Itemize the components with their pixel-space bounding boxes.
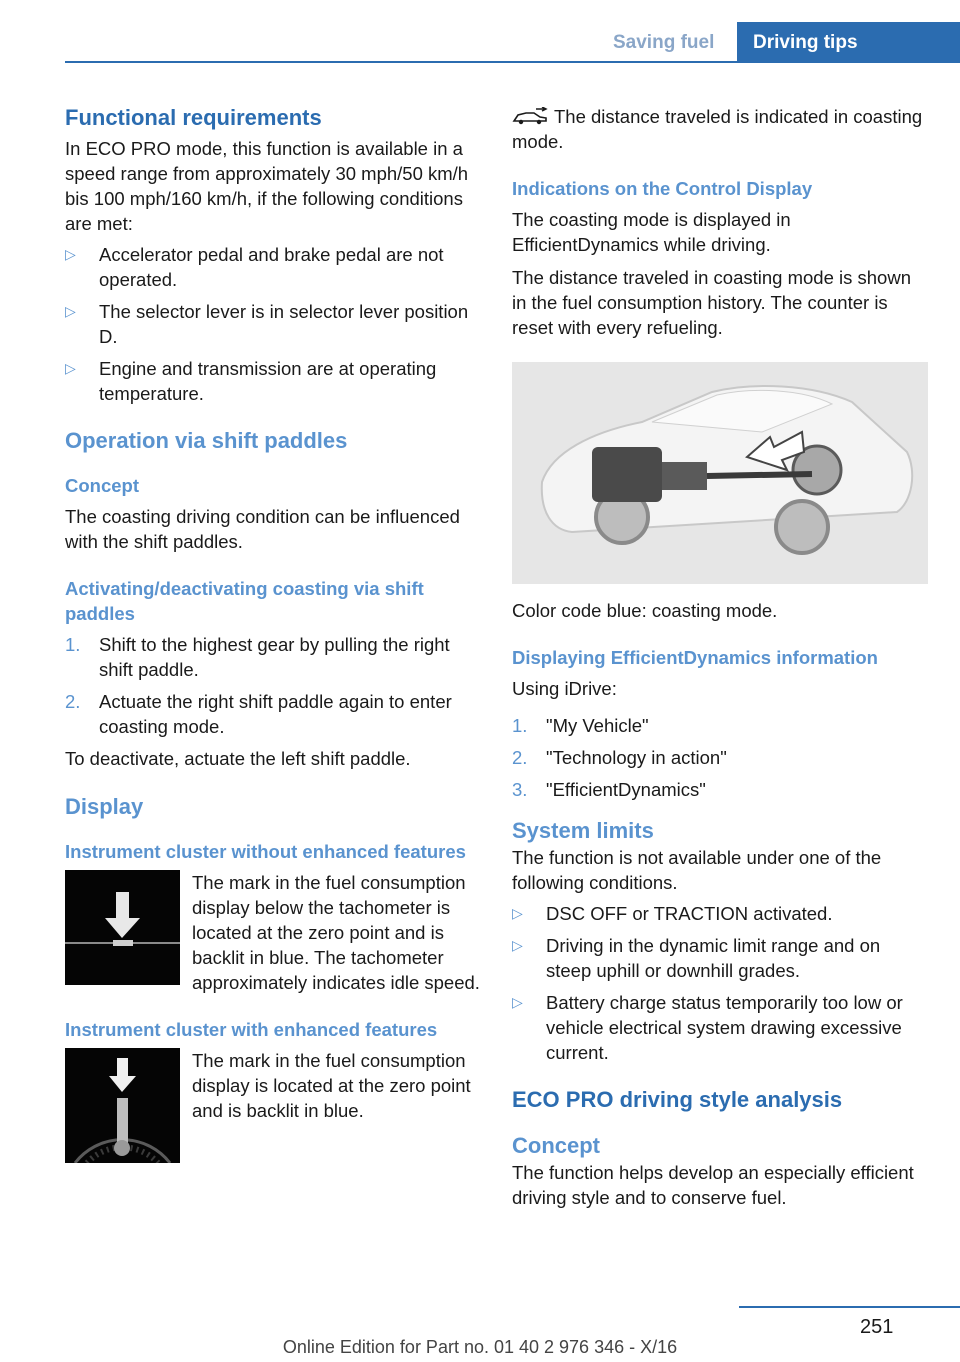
- list-item: 3. "EfficientDynamics": [512, 779, 706, 800]
- right-column: [512, 104, 930, 1210]
- heading-display: Display: [65, 794, 144, 819]
- list-item: ▷ Driving in the dynamic limit range and on steep uphill or downhill grades.: [512, 935, 881, 981]
- footer-rule: [739, 1306, 960, 1308]
- page-number: 251: [860, 1316, 894, 1338]
- text-caption: Color code blue: coasting mode.: [512, 600, 778, 621]
- bullet-list-conditions: [65, 242, 483, 406]
- cluster-with-block: [65, 1048, 483, 1167]
- heading-concept-2: Concept: [512, 1133, 600, 1158]
- heading-concept: Concept: [65, 475, 139, 496]
- cluster-without-block: [65, 870, 483, 995]
- list-item: 1. Shift to the highest gear by pulling the right shift paddle.: [65, 634, 450, 680]
- triangle-bullet-icon: ▷: [65, 303, 76, 319]
- heading-functional-requirements: Functional requirements: [65, 105, 322, 130]
- text-indications-1: The coasting mode is displayed in EfficientDynamics while driving.: [512, 209, 791, 255]
- list-item: ▷ The selector lever is in selector lever position D.: [65, 301, 469, 347]
- triangle-bullet-icon: ▷: [512, 937, 523, 953]
- list-item: ▷ Accelerator pedal and brake pedal are not operated.: [65, 244, 444, 290]
- text-limits: The function is not available under one of the following conditions.: [512, 847, 882, 893]
- bullet-list-limits: [512, 901, 930, 1065]
- heading-cluster-with: Instrument cluster with enhanced features: [65, 1019, 438, 1040]
- heading-indications: Indications on the Control Display: [512, 178, 813, 199]
- tab-saving-fuel[interactable]: Saving fuel: [613, 32, 715, 53]
- heading-system-limits: System limits: [512, 818, 654, 843]
- left-column: [65, 104, 483, 1167]
- car-drivetrain-image: [512, 362, 928, 584]
- text-functional: In ECO PRO mode, this function is available in a speed range from approximately 30 mph/50 km/h bis 100 mph/160 km/h, if the following conditions are met:: [65, 138, 469, 234]
- list-item: 1. "My Vehicle": [512, 715, 649, 736]
- heading-displaying: Displaying EfficientDynamics information: [512, 647, 878, 668]
- online-edition-note: Online Edition for Part no. 01 40 2 976 346 - X/16: [282, 1337, 678, 1357]
- heading-eco-pro-analysis: ECO PRO driving style analysis: [512, 1087, 843, 1112]
- heading-activating: Activating/deactivating coasting via shift paddles: [65, 578, 424, 624]
- text-distance: The distance traveled is indicated in coasting mode.: [512, 106, 923, 152]
- triangle-bullet-icon: ▷: [512, 994, 523, 1010]
- numbered-list-activation: [65, 632, 483, 739]
- numbered-list-menu: [512, 713, 930, 802]
- text-cluster-without: The mark in the fuel consumption display below the tachometer is located at the zero point and is backlit in blue. The tachometer approximately indicates idle speed.: [192, 872, 480, 993]
- list-item: ▷ DSC OFF or TRACTION activated.: [512, 903, 833, 924]
- tab-driving-tips[interactable]: Driving tips: [737, 22, 960, 63]
- text-cluster-with: The mark in the fuel consumption display is located at the zero point and is backlit in blue.: [192, 1050, 471, 1121]
- list-item: 2. "Technology in action": [512, 747, 727, 768]
- cluster-enhanced-image: [65, 1048, 180, 1163]
- text-idrive: Using iDrive:: [512, 678, 617, 699]
- text-concept: The coasting driving condition can be influenced with the shift paddles.: [65, 506, 460, 552]
- triangle-bullet-icon: ▷: [512, 905, 523, 921]
- text-indications-2: The distance traveled in coasting mode is shown in the fuel consumption history. The counter is reset with every refueling.: [512, 267, 911, 338]
- heading-operation: Operation via shift paddles: [65, 428, 348, 453]
- list-item: ▷ Engine and transmission are at operating temperature.: [65, 358, 437, 404]
- list-item: 2. Actuate the right shift paddle again to enter coasting mode.: [65, 691, 452, 737]
- text-deactivate: To deactivate, actuate the left shift paddle.: [65, 748, 411, 769]
- list-item: ▷ Battery charge status temporarily too low or vehicle electrical system drawing excessive current.: [512, 992, 903, 1063]
- coasting-car-icon: [512, 106, 548, 124]
- cluster-basic-image: [65, 870, 180, 985]
- heading-cluster-without: Instrument cluster without enhanced features: [65, 841, 466, 862]
- text-concept-2: The function helps develop an especially efficient driving style and to conserve fuel.: [512, 1162, 914, 1208]
- triangle-bullet-icon: ▷: [65, 360, 76, 376]
- triangle-bullet-icon: ▷: [65, 246, 76, 262]
